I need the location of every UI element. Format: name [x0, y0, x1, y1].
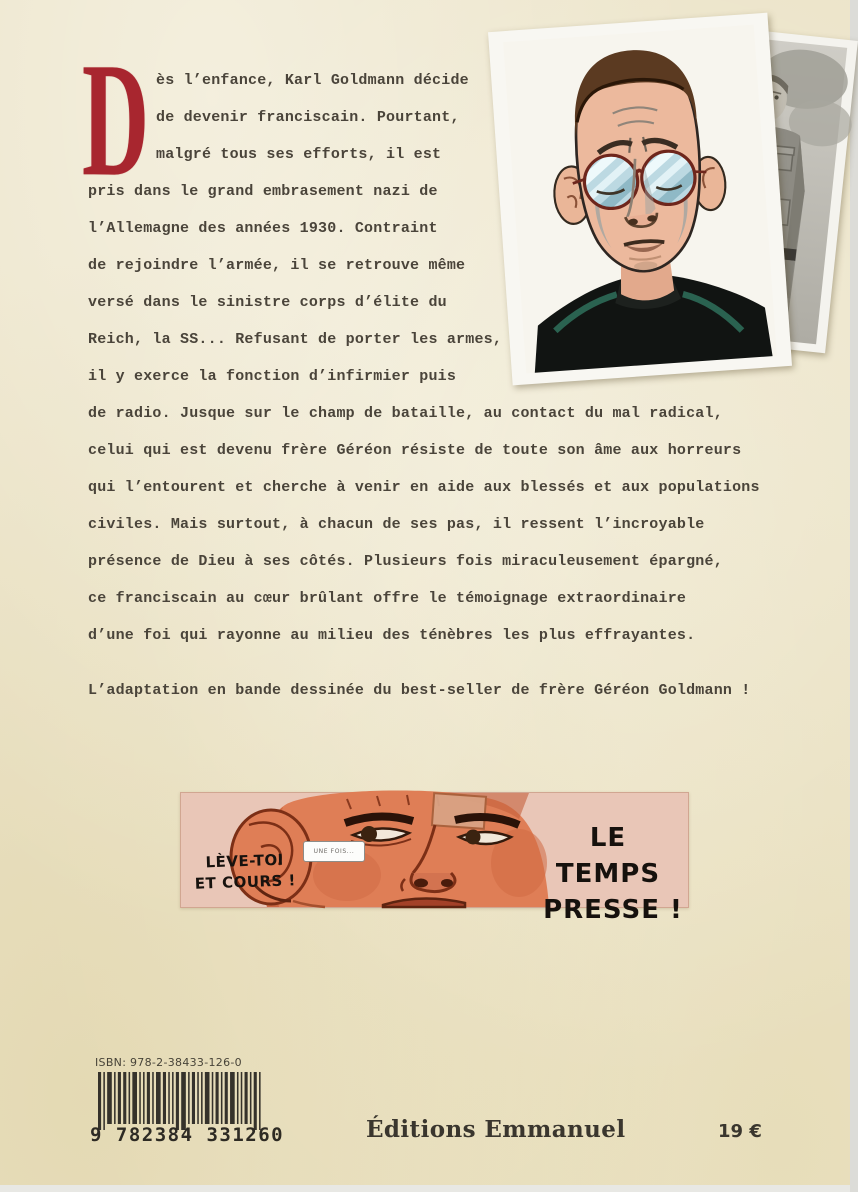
body-text-line: celui qui est devenu frère Géréon résiste de toute son âme aux horreurs: [88, 442, 742, 459]
comic-strip-banner: [180, 792, 689, 925]
publisher-name: Éditions Emmanuel: [366, 1116, 626, 1143]
price: 19 €: [718, 1121, 762, 1142]
portrait-drawing: [500, 24, 781, 373]
strip-title-line1: LE TEMPS: [555, 823, 661, 889]
body-text-line: d’une foi qui rayonne au milieu des ténèbres les plus effrayantes.: [88, 627, 696, 644]
body-text-line: qui l’entourent et cherche à venir en aide aux blessés et aux populations: [88, 479, 760, 496]
body-text-line: ce franciscain au cœur brûlant offre le témoignage extraordinaire: [88, 590, 687, 607]
body-text-line: pris dans le grand embrasement nazi de: [88, 183, 438, 200]
body-text-line: Reich, la SS... Refusant de porter les armes,: [88, 331, 503, 348]
barcode-digits: 9 782384 331260: [90, 1124, 285, 1146]
strip-caption-line1: LÈVE-TOI: [205, 850, 285, 872]
body-text-line: de rejoindre l’armée, il se retrouve même: [88, 257, 466, 274]
body-text-line: versé dans le sinistre corps d’élite du: [88, 294, 447, 311]
body-text-line: ès l’enfance, Karl Goldmann décide: [156, 72, 469, 89]
barcode-image: [93, 1072, 265, 1130]
drop-cap-letter: D: [82, 28, 150, 210]
strip-title: [533, 820, 683, 928]
strip-caption-left: [186, 849, 303, 895]
portrait-illustration: [488, 13, 792, 386]
speech-bubble: UNE FOIS...: [303, 841, 365, 862]
scan-edge: [0, 1185, 850, 1192]
body-text-line: de devenir franciscain. Pourtant,: [156, 109, 460, 126]
isbn-label: ISBN: 978-2-38433-126-0: [95, 1056, 242, 1069]
body-text-line: de radio. Jusque sur le champ de bataille, au contact du mal radical,: [88, 405, 723, 422]
body-text-line: malgré tous ses efforts, il est: [156, 146, 442, 163]
body-text-line: l’Allemagne des années 1930. Contraint: [88, 220, 438, 237]
body-text-line: il y exerce la fonction d’infirmier puis: [88, 368, 457, 385]
body-text-line: civiles. Mais surtout, à chacun de ses pas, il ressent l’incroyable: [88, 516, 705, 533]
body-text-line: présence de Dieu à ses côtés. Plusieurs fois miraculeusement épargné,: [88, 553, 723, 570]
strip-title-line2: PRESSE !: [543, 895, 683, 925]
strip-caption-line2: ET COURS !: [194, 871, 297, 893]
tagline: L’adaptation en bande dessinée du best-seller de frère Géréon Goldmann !: [88, 682, 751, 699]
